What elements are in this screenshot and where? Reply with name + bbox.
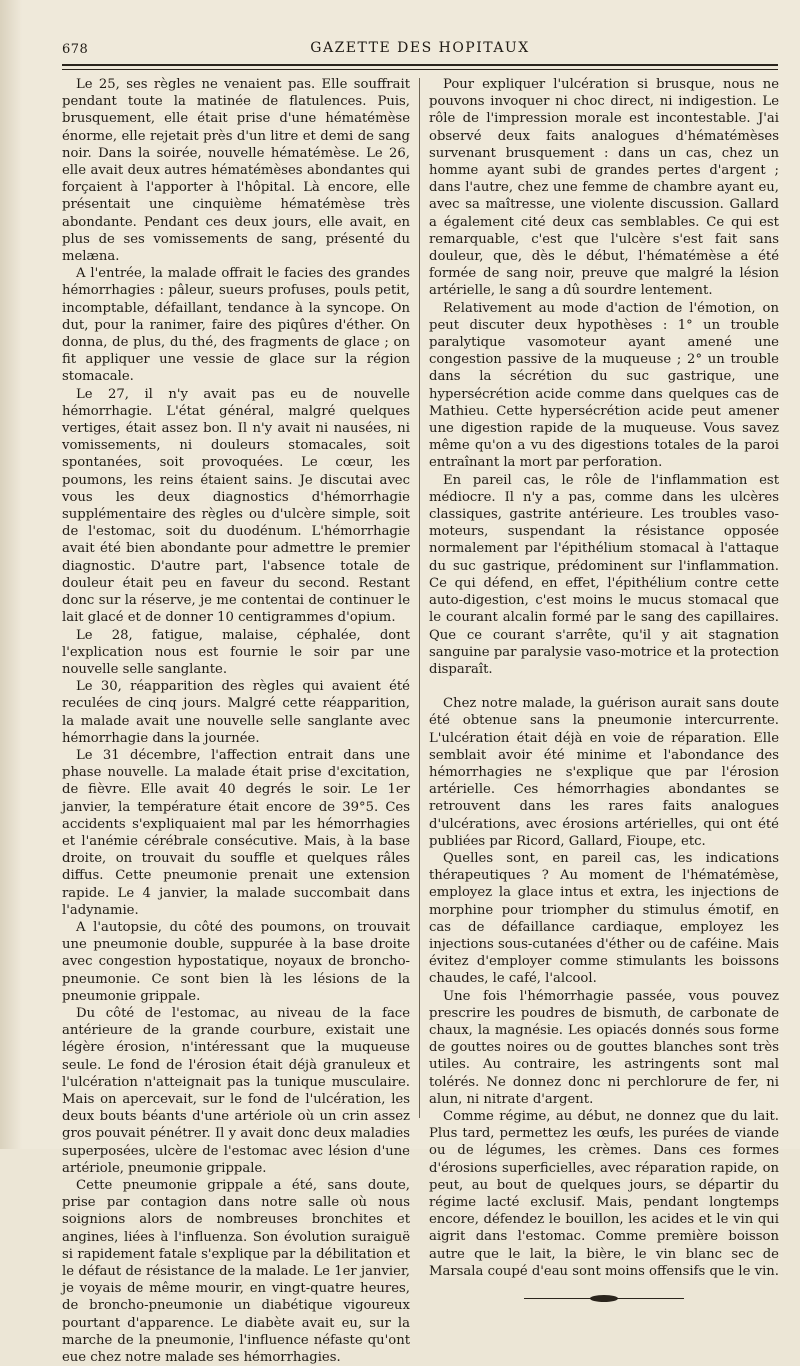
paragraph: Comme régime, au début, ne donnez que du lait. Plus tard, permettez les œufs, les purées de viande ou de légumes, les crèmes. Dans ces formes d'érosions superficielles, avec réparation rapide, on peut, au bout de quelques jours, se départir du régime lacté exclusif. Mais, pendant longtemps encore, défendez le bouillon, les acides et le vin qui aigrit dans l'estomac. Comme première boisson autre que le lait, la bière, le vin blanc sec de Marsala coupé d'eau sont moins offensifs que le vin. — [429, 1108, 779, 1279]
right-column — [429, 76, 779, 1304]
header-rule-thin — [62, 69, 778, 70]
page-binding-edge — [0, 0, 22, 1149]
paragraph: Le 31 décembre, l'affection entrait dans une phase nouvelle. La malade était prise d'excitation, de fièvre. Elle avait 40 degrés le soir. Le 1er janvier, la température était encore de 39°5. Ces accidents s'expliquaient mal par les hémorrhagies et l'anémie cérébrale consécutive. Mais, à la base droite, on trouvait du souffle et quelques râles diffus. Cette pneumonie prenait une extension rapide. Le 4 janvier, la malade succombait dans l'adynamie. — [62, 747, 410, 918]
paragraph: Le 28, fatigue, malaise, céphalée, dont l'explication nous est fournie le soir par une nouvelle selle sanglante. — [62, 627, 410, 677]
left-column — [62, 76, 410, 1366]
running-head — [62, 38, 778, 60]
end-of-article-ornament — [524, 1294, 684, 1304]
paragraph: Pour expliquer l'ulcération si brusque, nous ne pouvons invoquer ni choc direct, ni indigestion. Le rôle de l'impression morale est incontestable. J'ai observé deux faits analogues d'hématémèses survenant brusquement : dans un cas, chez un homme ayant subi de grandes pertes d'argent ; dans l'autre, chez une femme de chambre ayant eu, avec sa maîtresse, une violente discussion. Gallard a également cité deux cas semblables. Ce qui est remarquable, c'est que l'ulcère s'est fait sans douleur, que, dès le début, l'hématémèse a été formée de sang noir, preuve que malgré la lésion artérielle, le sang a dû sourdre lentement. — [429, 77, 779, 299]
paragraph: Du côté de l'estomac, au niveau de la face antérieure de la grande courbure, existait une légère érosion, n'intéressant que la muqueuse seule. Le fond de l'érosion était déjà granuleux et l'ulcération n'atteignait pas la tunique musculaire. Mais on apercevait, sur le fond de l'ulcération, les deux bouts béants d'une artériole où un crin assez gros pouvait pénétrer. Il y avait donc deux maladies superposées, ulcère de l'estomac avec lésion d'une artériole, pneumonie grippale. — [62, 1005, 410, 1176]
paragraph: Quelles sont, en pareil cas, les indications thérapeutiques ? Au moment de l'hématémèse, employez la glace intus et extra, les injections de morphine pour triompher du stimulus émotif, en cas de défaillance cardiaque, employez les injections sous-cutanées d'éther ou de caféine. Mais évitez d'employer comme stimulants les boissons chaudes, le café, l'alcool. — [429, 850, 779, 987]
paragraph: Le 25, ses règles ne venaient pas. Elle souffrait pendant toute la matinée de flatulences. Puis, brusquement, elle était prise d'une hématémèse énorme, elle rejetait près d'un litre et demi de sang noir. Dans la soirée, nouvelle hématémèse. Le 26, elle avait deux autres hématémèses abondantes qui forçaient à l'apporter à l'hôpital. Là encore, elle présentait une cinquième hématémèse très abondante. Pendant ces deux jours, elle avait, en plus de ses vomissements de sang, présenté du melæna. — [62, 77, 410, 265]
paragraph: Cette pneumonie grippale a été, sans doute, prise par contagion dans notre salle où nous soignions alors de nombreuses bronchites et angines, liées à l'influenza. Son évolution suraiguë si rapidement fatale s'explique par la débilitation et le défaut de résistance de la malade. Le 1er janvier, je voyais de même mourir, en vingt-quatre heures, de broncho-pneumonie un diabétique vigoureux pourtant d'apparence. Le diabète avait eu, sur la marche de la pneumonie, l'influence néfaste qu'ont eue chez notre malade ses hémorrhagies. — [62, 1178, 410, 1366]
paragraph: Le 30, réapparition des règles qui avaient été reculées de cinq jours. Malgré cette réapparition, la malade avait une nouvelle selle sanglante avec hémorrhagie dans la journée. — [62, 679, 410, 746]
column-divider — [419, 78, 420, 1118]
paragraph: A l'entrée, la malade offrait le facies des grandes hémorrhagies : pâleur, sueurs profuses, pouls petit, incomptable, défaillant, tendance à la syncope. On dut, pour la ranimer, faire des piqûres d'éther. On donna, de plus, du thé, des fragments de glace ; on fit appliquer une vessie de glace sur la région stomacale. — [62, 266, 410, 385]
page-number: 678 — [62, 42, 89, 57]
paragraph: A l'autopsie, du côté des poumons, on trouvait une pneumonie double, suppurée à la base droite avec congestion hypostatique, noyaux de broncho-pneumonie. Ce sont bien là les lésions de la pneumonie grippale. — [62, 919, 410, 1004]
journal-title: GAZETTE DES HOPITAUX — [310, 40, 530, 56]
paragraph: En pareil cas, le rôle de l'inflammation est médiocre. Il n'y a pas, comme dans les ulcères classiques, gastrite antérieure. Les troubles vaso-moteurs, suspendant la résistance opposée normalement par l'épithélium stomacal à l'attaque du suc gastrique, prédominent sur l'inflammation. Ce qui défend, en effet, l'épithélium contre cette auto-digestion, c'est moins le mucus stomacal que le courant alcalin formé par le sang des capillaires. Que ce courant s'arrête, qu'il y ait stagnation sanguine par paralysie vaso-motrice et la protection disparaît. — [429, 472, 779, 677]
paragraph: Le 27, il n'y avait pas eu de nouvelle hémorrhagie. L'état général, malgré quelques vertiges, était assez bon. Il n'y avait ni nausées, ni vomissements, ni douleurs stomacales, soit spontanées, soit provoquées. Le cœur, les poumons, les reins étaient sains. Je discutai avec vous les deux diagnostics d'hémorrhagie supplémentaire des règles ou d'ulcère simple, soit de l'estomac, soit du duodénum. L'hémorrhagie avait été bien abondante pour admettre le premier diagnostic. D'autre part, l'absence totale de douleur était peu en faveur du second. Restant donc sur la réserve, je me contentai de continuer le lait glacé et de donner 10 centigrammes d'opium. — [62, 386, 410, 626]
paragraph: Une fois l'hémorrhagie passée, vous pouvez prescrire les poudres de bismuth, de carbonate de chaux, la magnésie. Les opiacés donnés sous forme de gouttes noires ou de gouttes blanches sont très utiles. Au contraire, les astringents sont mal tolérés. Ne donnez donc ni perchlorure de fer, ni alun, ni nitrate d'argent. — [429, 988, 779, 1107]
header-rule-thick — [62, 64, 778, 66]
paragraph: Chez notre malade, la guérison aurait sans doute été obtenue sans la pneumonie intercurrente. L'ulcération était déjà en voie de réparation. Elle semblait avoir été minime et l'abondance des hémorrhagies ne s'explique que par l'érosion artérielle. Ces hémorrhagies abondantes se retrouvent dans les rares faits analogues d'ulcérations, avec érosions artérielles, qui ont été publiées par Ricord, Gallard, Fioupe, etc. — [429, 696, 779, 849]
paragraph: Relativement au mode d'action de l'émotion, on peut discuter deux hypothèses : 1° un trouble paralytique vasomoteur ayant amené une congestion passive de la muqueuse ; 2° un trouble dans la sécrétion du suc gastrique, une hypersécrétion acide comme dans quelques cas de Mathieu. Cette hypersécrétion acide peut amener une digestion rapide de la muqueuse. Vous savez même qu'on a vu des digestions totales de la paroi entraînant la mort par perforation. — [429, 300, 779, 471]
